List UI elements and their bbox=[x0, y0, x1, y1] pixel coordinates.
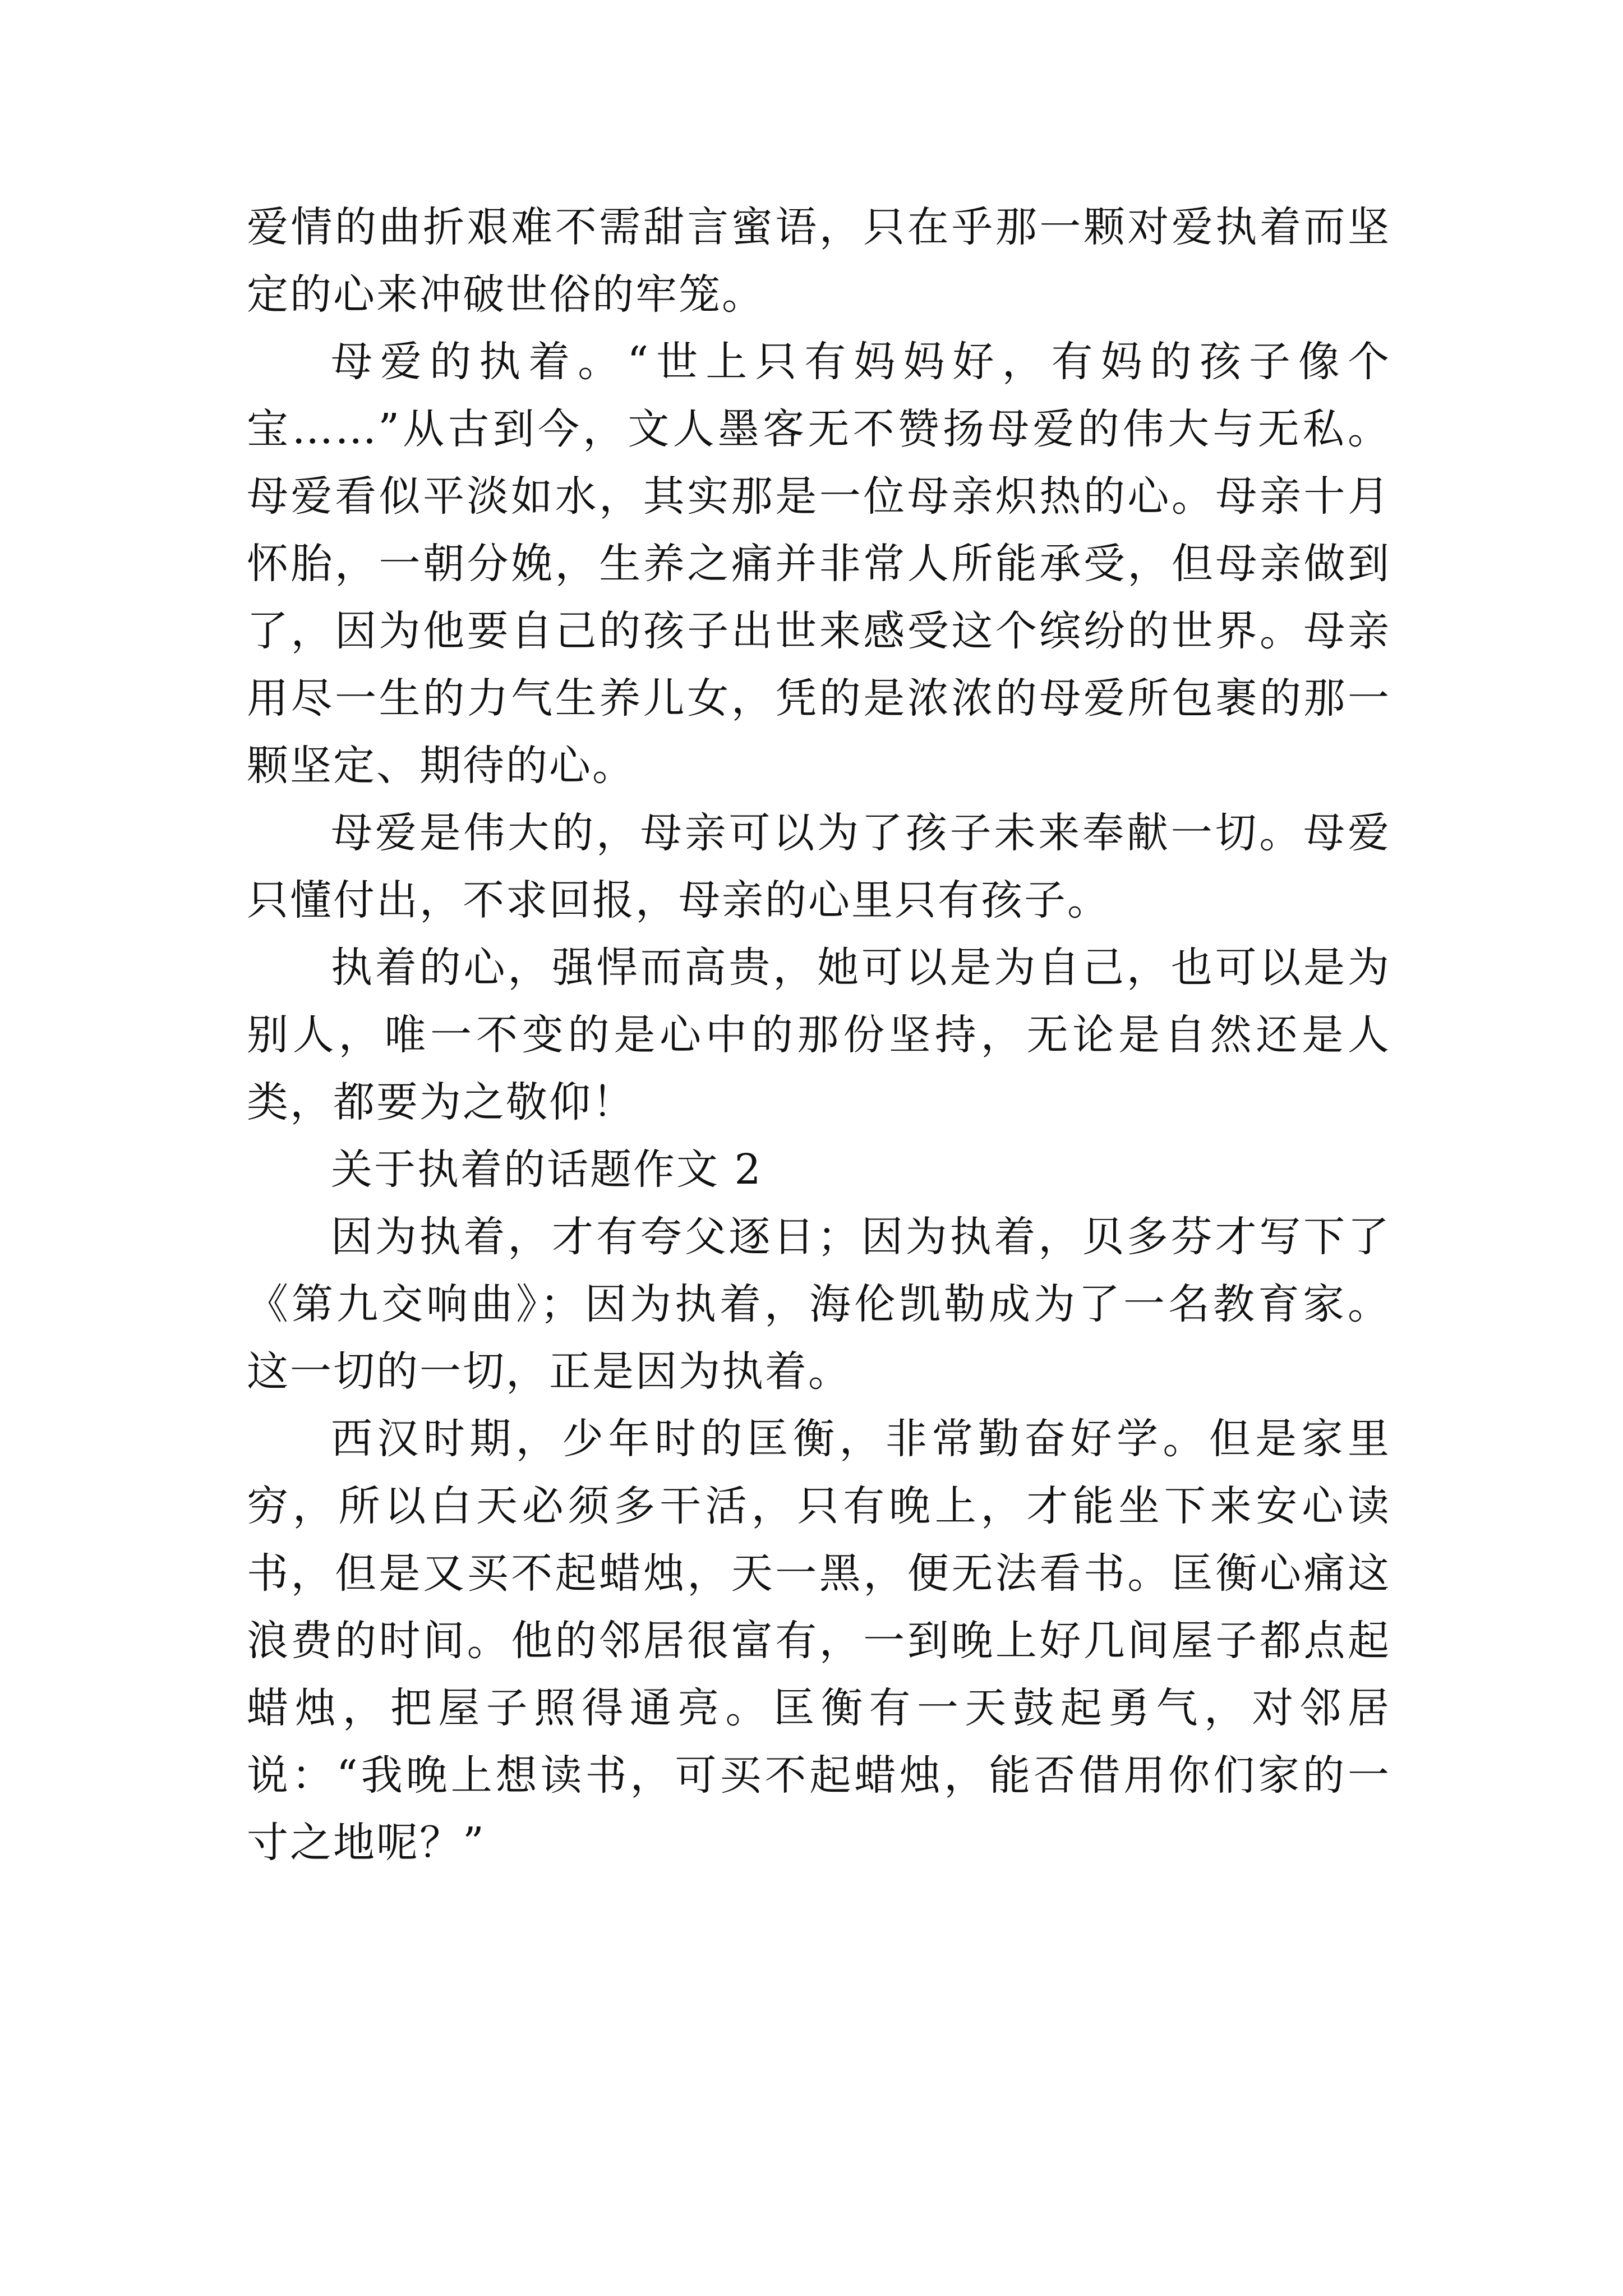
paragraph-3: 母爱是伟大的，母亲可以为了孩子未来奉献一切。母爱只懂付出，不求回报，母亲的心里只有孩子。 bbox=[247, 809, 1391, 924]
paragraph-2: 母爱的执着。“世上只有妈妈好，有妈的孩子像个宝……”从古到今，文人墨客无不赞扬母爱的伟大与无私。母爱看似平淡如水，其实那是一位母亲炽热的心。母亲十月怀胎，一朝分娩，生养之痛并非常人所能承受，但母亲做到了，因为他要自己的孩子出世来感受这个缤纷的世界。母亲用尽一生的力气生养儿女，凭的是浓浓的母爱所包裹的那一颗坚定、期待的心。 bbox=[247, 338, 1391, 790]
document-body bbox=[247, 194, 1391, 1876]
section-heading: 关于执着的话题作文 2 bbox=[331, 1145, 763, 1194]
paragraph-4: 执着的心，强悍而高贵，她可以是为自己，也可以是为别人，唯一不变的是心中的那份坚持，无论是自然还是人类，都要为之敬仰！ bbox=[247, 944, 1391, 1126]
paragraph-5: 因为执着，才有夸父逐日；因为执着，贝多芬才写下了《第九交响曲》；因为执着，海伦凯勒成为了一名教育家。这一切的一切，正是因为执着。 bbox=[247, 1213, 1391, 1396]
paragraph-6: 西汉时期，少年时的匡衡，非常勤奋好学。但是家里穷，所以白天必须多干活，只有晚上，才能坐下来安心读书，但是又买不起蜡烛，天一黑，便无法看书。匡衡心痛这浪费的时间。他的邻居很富有，一到晚上好几间屋子都点起蜡烛，把屋子照得通亮。匡衡有一天鼓起勇气，对邻居说：“我晚上想读书，可买不起蜡烛，能否借用你们家的一寸之地呢？” bbox=[247, 1415, 1391, 1867]
paragraph-1: 爱情的曲折艰难不需甜言蜜语，只在乎那一颗对爱执着而坚定的心来冲破世俗的牢笼。 bbox=[247, 203, 1391, 319]
